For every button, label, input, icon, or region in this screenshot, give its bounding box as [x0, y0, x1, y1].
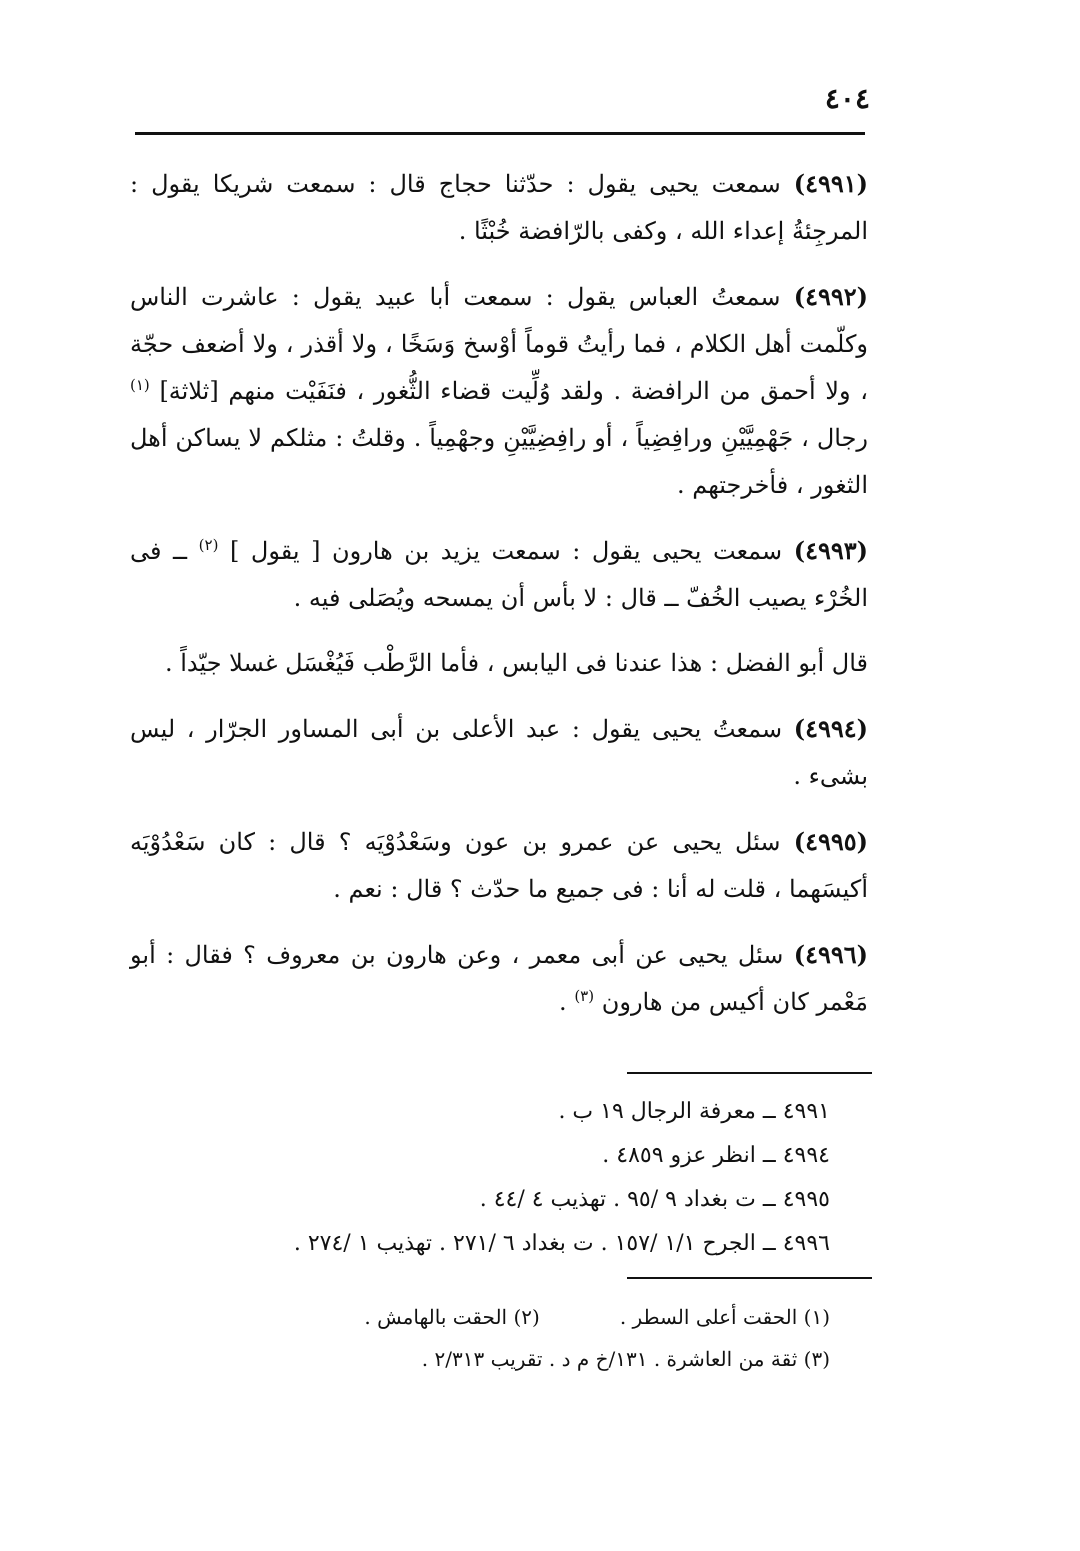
entry-text-continued: .	[559, 988, 567, 1016]
comment-abu-al-fadl	[130, 640, 868, 687]
entry-4993	[130, 527, 868, 622]
footnote-ref-3[interactable]: (٣)	[574, 987, 595, 1005]
footnote-ref-1[interactable]: (١)	[130, 376, 150, 394]
entry-number: (٤٩٩١)	[793, 169, 868, 198]
entry-text: سئل يحيى عن عمرو بن عون وسَعْدُوْيَه ؟ قال : كان سَعْدُوْيَه أكيسَهما ، قلت له أنا : فى جميع ما حدّث ؟ قال : نعم .	[130, 828, 868, 903]
entry-4995	[130, 818, 868, 913]
entry-4992	[130, 273, 868, 509]
references-list	[130, 1090, 830, 1266]
entry-text-continued: ــ فى الخُرْء يصيب الخُفّ ــ قال : لا بأس أن يمسحه ويُصَلى فيه .	[130, 537, 868, 612]
entry-text: سئل يحيى عن أبى معمر ، وعن هارون بن معروف ؟ فقال : أبو مَعْمر كان أكيس من هارون	[130, 941, 868, 1016]
entry-number: (٤٩٩٦)	[793, 940, 868, 969]
references-rule	[627, 1072, 872, 1074]
comment-text: قال أبو الفضل : هذا عندنا فى اليابس ، فأما الرَّطْب فَيُغْسَل غسلا جيّداً .	[164, 649, 868, 677]
entry-text: سمعت يحيى يقول : حدّثنا حجاج قال : سمعت شريكا يقول : المرجِئةُ إعداء الله ، وكفى بالرّافضة خُبْثًا .	[130, 170, 868, 245]
entry-number: (٤٩٩٥)	[793, 827, 868, 856]
footnote-row	[200, 1296, 830, 1338]
entry-text: سمعت يحيى يقول : سمعت يزيد بن هارون [ يقول ]	[229, 537, 783, 565]
entry-4996	[130, 931, 868, 1026]
entry-text-continued: رجال ، جَهْمِيَّيْنِ ورافِضِياً ، أو رافِضِيَّيْنِ وجهْمِياً . وقلتُ : مثلكم لا يساكن أهل الثغور ، فأخرجتهم .	[130, 424, 868, 499]
entry-text: سمعتُ العباس يقول : سمعت أبا عبيد يقول : عاشرت الناس وكلّمت أهل الكلام ، فما رأيتُ قوماً أوْسخ وَسَخًا ، ولا أقذر ، ولا أضعف حجّة ، ولا أحمق من الرافضة . ولقد وُلِّيت قضاء الثُّغور ، فنَفَيْت منهم [ثلاثة]	[130, 283, 868, 405]
main-text	[130, 160, 868, 1044]
footnote-1: (١) الحقت أعلى السطر .	[619, 1305, 830, 1329]
footnote-ref-2[interactable]: (٢)	[198, 536, 219, 554]
entry-4991	[130, 160, 868, 255]
header-rule	[135, 132, 865, 135]
footnote-3: (٣) ثقة من العاشرة . ١٣١/خ م د . تقريب ٢/٣١٣ .	[421, 1347, 830, 1371]
page-number: ٤٠٤	[824, 82, 870, 115]
footnotes	[200, 1296, 830, 1380]
reference-item: ٤٩٩١ ــ معرفة الرجال ١٩ ب .	[558, 1099, 830, 1124]
footnotes-rule	[627, 1277, 872, 1279]
entry-number: (٤٩٩٣)	[793, 536, 868, 565]
reference-item: ٤٩٩٦ ــ الجرح ١/١ /١٥٧ . ت بغداد ٦ /٢٧١ . تهذيب ١ /٢٧٤ .	[293, 1231, 830, 1256]
reference-item: ٤٩٩٤ ــ انظر عزو ٤٨٥٩ .	[602, 1143, 830, 1168]
footnote-2: (٢) الحقت بالهامش .	[364, 1305, 540, 1329]
entry-number: (٤٩٩٤)	[793, 714, 869, 743]
entry-number: (٤٩٩٢)	[793, 282, 868, 311]
entry-4994	[130, 705, 868, 800]
entry-text: سمعتُ يحيى يقول : عبد الأعلى بن أبى المساور الجرّار ، ليس بشىء .	[130, 715, 868, 790]
reference-item: ٤٩٩٥ ــ ت بغداد ٩ /٩٥ . تهذيب ٤ /٤٤ .	[479, 1187, 830, 1212]
